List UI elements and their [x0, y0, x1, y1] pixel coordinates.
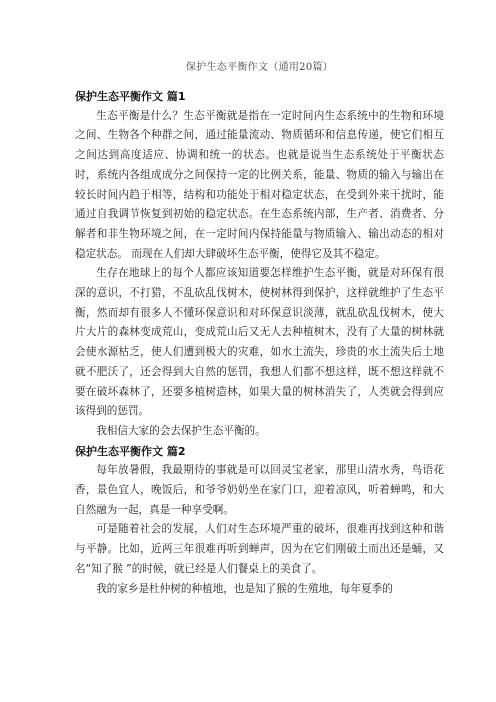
section-heading: 保护生态平衡作文 篇2 [75, 444, 186, 458]
section-heading: 保护生态平衡作文 篇1 [75, 90, 186, 103]
paragraph: 生存在地球上的每个人都应该知道要怎样维护生态平衡，就是对环保有很深的意识，不打猎，不乱砍乱伐树木，使树林得到保护，这样就维护了生态平衡，然而却有很多人不懂环保意识和对环保意识淡薄，就乱砍乱伐树木，使大片大片的森林变成荒山，变成荒山后又无人去种植树木，没有了大量的树林就会使水源枯乏，使人们遭到极大的灾难，如水土流失，珍贵的水土流失后土地就不肥沃了，还会得到大自然的惩罚，我想人们都不想这样，既不想这样就不要在破坏森林了，还要多植树造林，如果大量的树林消失了，人类就会得到应该得到的惩罚。 [75, 267, 444, 418]
paragraph: 可是随着社会的发展，人们对生态环境严重的破坏，很难再找到这种和谐与平静。比如，近两三年很难再听到蝉声，因为在它们刚破土而出还是蛹，又名“知了猴 ”的时候，就已经是人们餐桌上的美食了。 [75, 523, 444, 575]
essay-section-2 [75, 442, 444, 600]
document-title: 保护生态平衡作文（通用20篇） [185, 62, 334, 73]
paragraph: 我的家乡是杜仲树的种植地，也是知了猴的生殖地，每年夏季的 [96, 582, 393, 595]
paragraph: 生态平衡是什么？生态平衡就是指在一定时间内生态系统中的生物和环境之间、生物各个种群之间，通过能量流动、物质循环和信息传递，使它们相互之间达到高度适应、协调和统一的状态。也就是说当生态系统处于平衡状态时，系统内各组成成分之间保持一定的比例关系，能量、物质的输入与输出在较长时间内趋于相等，结构和功能处于相对稳定状态，在受到外来干扰时，能通过自我调节恢复到初始的稳定状态。在生态系统内部，生产者、消费者、分解者和非生物环境之间，在一定时间内保持能量与物质输入、输出动态的相对稳定状态。 而现在人们却大肆破坏生态平衡，使得它及其不稳定。 [75, 109, 444, 260]
essay-section-1 [75, 87, 444, 442]
paragraph: 每年放暑假，我最期待的事就是可以回灵宝老家，那里山清水秀，鸟语花香，景色宜人，晚饭后，和爷爷奶奶坐在家门口，迎着凉风，听着蝉鸣，和大自然融为一起，真是一种享受啊。 [75, 464, 444, 516]
paragraph: 我相信大家的会去保护生态平衡的。 [96, 424, 266, 437]
